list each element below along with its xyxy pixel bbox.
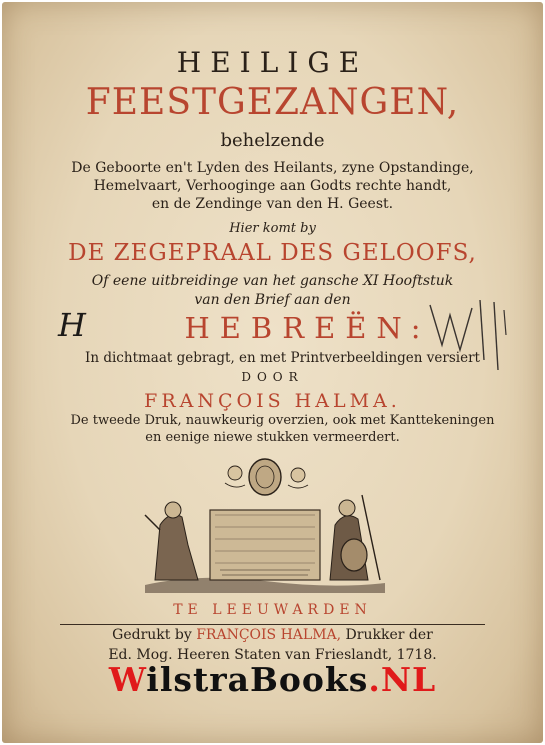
- subtitle-detail-2: van den Brief aan den: [194, 292, 351, 308]
- handwritten-mark: [420, 290, 520, 380]
- imprint-printer-role: Drukker der: [345, 627, 433, 643]
- author-name: FRANÇOIS HALMA.: [144, 390, 401, 412]
- author-method: In dichtmaat gebragt, en met Printverbeeldingen versiert: [85, 350, 480, 366]
- subtitle-intro: Hier komt by: [229, 221, 316, 236]
- description-line-1: De Geboorte en't Lyden des Heilants, zyne Opstandinge,: [71, 160, 474, 176]
- watermark-part-3: .NL: [368, 660, 437, 699]
- watermark-part-1: W: [108, 660, 147, 699]
- title-line-3: behelzende: [220, 130, 325, 151]
- handwritten-letter: H: [58, 306, 86, 344]
- author-by: DOOR: [241, 370, 304, 384]
- edition-line-1: De tweede Druk, nauwkeurig overzien, ook met Kanttekeningen: [70, 413, 495, 428]
- edition-line-2: en eenige niewe stukken vermeerdert.: [145, 430, 400, 445]
- imprint-line-1: [0, 627, 545, 643]
- subtitle-main: DE ZEGEPRAAL DES GELOOFS,: [68, 240, 477, 266]
- description-line-2: Hemelvaart, Verhooginge aan Godts rechte handt,: [93, 178, 452, 194]
- description-line-3: en de Zendinge van den H. Geest.: [151, 196, 394, 212]
- title-line-2: FEESTGEZANGEN,: [85, 82, 460, 123]
- imprint-place: TE LEEUWARDEN: [173, 602, 372, 618]
- title-line-1: HEILIGE: [176, 46, 369, 79]
- wilstrabooks-watermark: [0, 660, 545, 699]
- imprint-rule: [60, 624, 485, 625]
- imprint-line-2: Ed. Mog. Heeren Staten van Frieslandt, 1718.: [108, 647, 437, 663]
- subtitle-detail-1: Of eene uitbreidinge van het gansche XI Hooftstuk: [91, 273, 454, 289]
- subtitle-hebrews: HEBREËN:: [184, 311, 431, 345]
- imprint-printed-by: Gedrukt by: [112, 627, 192, 643]
- imprint-printer: FRANÇOIS HALMA,: [196, 627, 342, 643]
- engraving-illustration: [140, 455, 390, 595]
- watermark-part-2: ilstraBooks: [146, 660, 369, 699]
